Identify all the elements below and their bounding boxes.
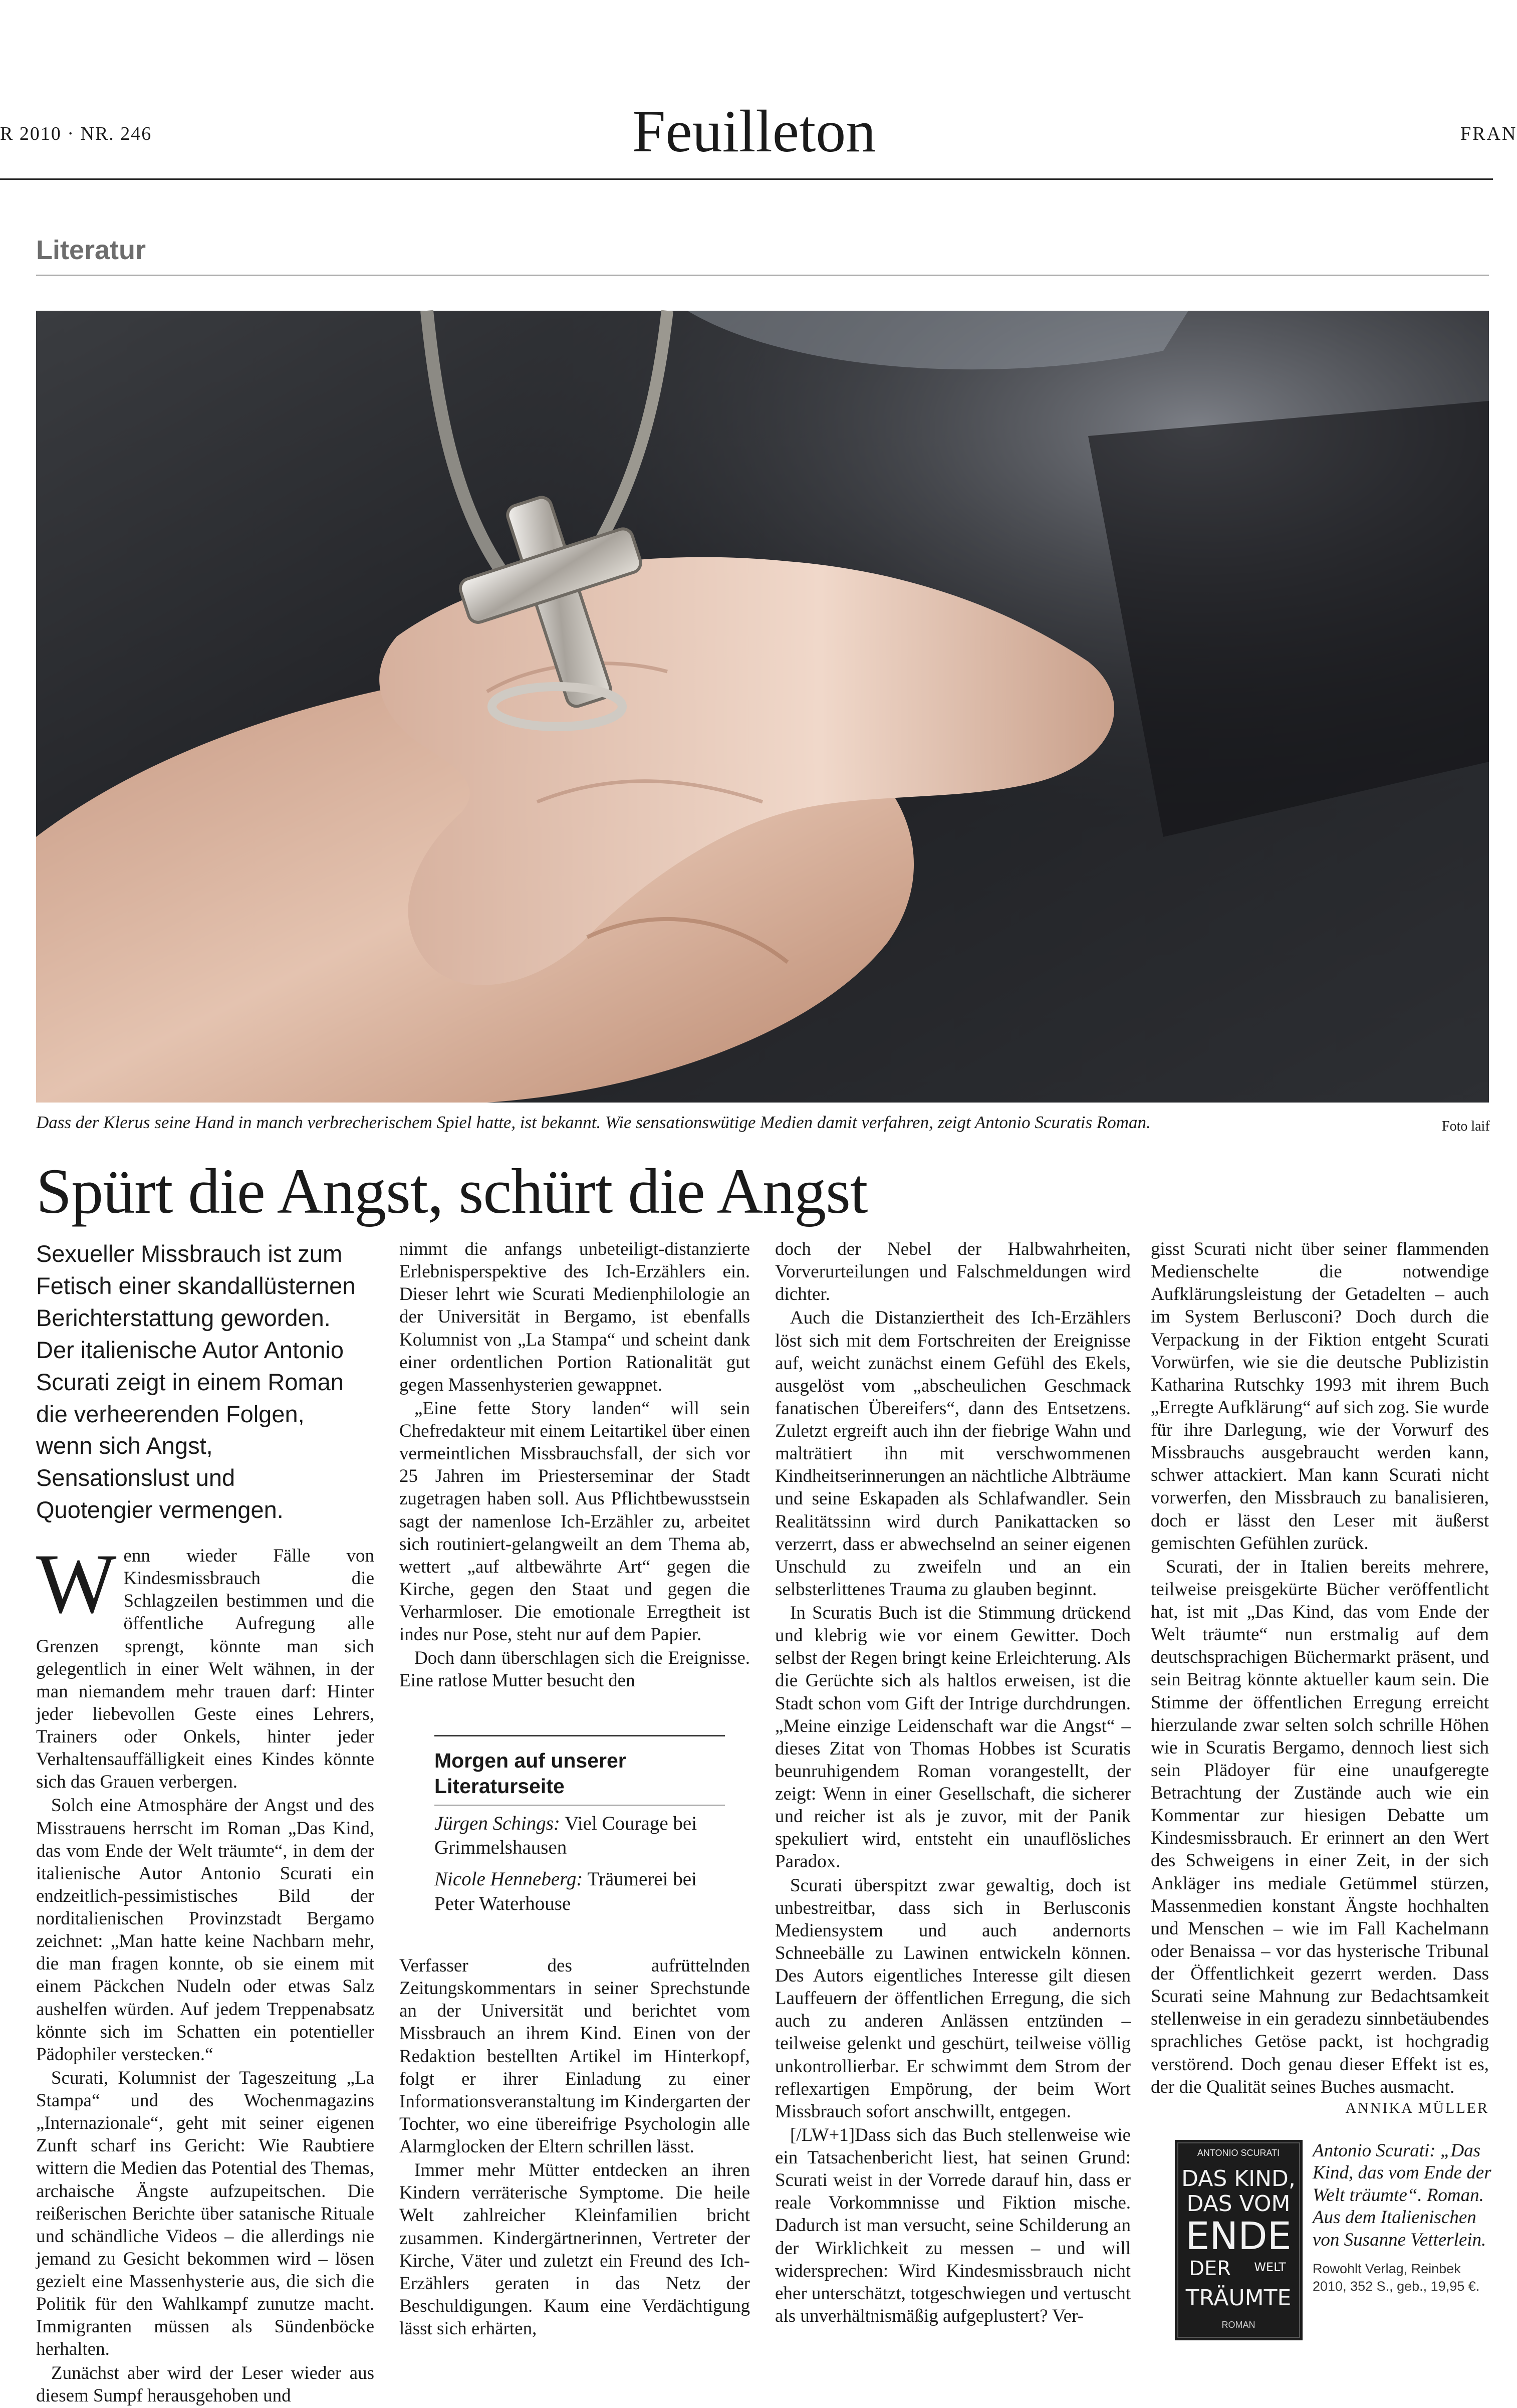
paragraph: Verfasser des aufrüttelnden Zeitungskommentars in seiner Sprechstunde an der Universität und berichtet vom Missbrauch an ihrem Kind. Einen von der Redaktion bestellten Artikel im Hinterkopf, folgt er ihrer Einladung zu einer Informationsveranstaltung im Kindergarten der Tochter, wo eine übereifrige Psychologin alle Alarmglocken der Eltern schrillen lässt. — [399, 1955, 750, 2157]
paragraph: Scurati, Kolumnist der Tageszeitung „La Stampa“ und des Wochenmagazins „Internazionale“, geht mit seiner eigenen Zunft scharf ins Gericht: Wie Raubtiere wittern die Medien das Potential des Themas, archaische Ängste aufzupeitschen. Die reißerischen Berichte über satanische Rituale und schändliche Videos – die allerdings nie jemand zu Gesicht bekommen wird – lösen gezielt eine Massenhysterie aus, die sich die Politik für den Wahlkampf zunutze macht. Immigranten müssen als Sündenböcke herhalten. — [36, 2067, 374, 2360]
article-column-1 — [36, 1537, 374, 2408]
book-title: Antonio Scurati: „Das Kind, das vom Ende der Welt träumte“. Roman. Aus dem Italienischen von Susanne Vetterlein. — [1313, 2140, 1491, 2250]
paragraph: Scurati, der in Italien bereits mehrere, teilweise preisgekürte Bücher veröffentlicht hat, ist mit „Das Kind, das vom Ende der Welt träumte“ nun erstmalig auf dem deutschsprachigen Büchermarkt präsent, und sein Beitrag könnte aktueller kaum sein. Die Stimme der öffentlichen Erregung erreicht hierzulande zwar selten solch schrille Höhen wie in Scuratis Bergamo, dennoch liest sich sein Plädoyer für eine unaufgeregte Betrachtung der Zustände auch wie ein Kommentar zur hiesigen Debatte um Kindesmissbrauch. Er erinnert an den Wert des Schweigens in einer Zeit, in der sich Ankläger ins mediale Getümmel stürzen, Massenmedien konstant Ängste hochhalten und Menschen – wie im Fall Kachelmann oder Benaissa – vor das hysterische Tribunal der Öffentlichkeit gezerrt werden. Dass Scurati seine Mahnung zur Bedachtsamkeit stellenweise in ein geradezu sinnbetäubendes sprachliches Getöse packt, ist hochgradig verstörend. Doch genau dieser Effekt ist es, der die Qualität seines Buches ausmacht. — [1151, 1556, 1489, 2097]
article-column-2-continued — [399, 1954, 750, 2341]
preview-author: Jürgen Schings: — [434, 1812, 560, 1834]
masthead-rule — [0, 178, 1493, 180]
book-cover-line: DAS VOM — [1186, 2191, 1291, 2217]
book-cover-genre: ROMAN — [1221, 2320, 1255, 2330]
article-author: ANNIKA MÜLLER — [1345, 2099, 1489, 2116]
paragraph: Immer mehr Mütter entdecken an ihren Kindern verräterische Symptome. Die heile Welt zahlreicher Kleinfamilien bricht zusammen. Kindergärtnerinnen, Vertreter der Kirche, Väter und zuletzt ein Freund des Ich-Erzählers geraten in das Netz der Beschuldigungen. Kaum eine Verdächtigung lässt sich erhärten, — [399, 2160, 750, 2339]
preview-author: Nicole Henneberg: — [434, 1868, 583, 1890]
preview-item — [434, 1867, 725, 1916]
paragraph: Solch eine Atmosphäre der Angst und des Misstrauens herrscht im Roman „Das Kind, das vom Ende der Welt träumte“, in dem der italienische Autor Antonio Scurati ein endzeitlich-pessimistisches Bild der norditalienischen Provinzstadt Bergamo zeichnet: „Man hatte keine Nachbarn mehr, die man fragen konnte, ob sie einem mit einem Päckchen Nudeln oder etwas Salz aushelfen würden. Auf jedem Treppenabsatz könnte sich im Schatten ein potentieller Pädophiler verstecken.“ — [36, 1795, 374, 2065]
article-headline: Spürt die Angst, schürt die Angst — [36, 1156, 868, 1227]
article-lede: Sexueller Missbrauch ist zum Fetisch einer skandallüsternen Berichterstattung geworden. Der italienische Autor Antonio Scurati zeigt in einem Roman die verheerenden Folgen, wenn sich Angst, Sensationslust und Quotengier vermengen. — [36, 1240, 356, 1523]
paragraph: Doch dann überschlagen sich die Ereignisse. Eine ratlose Mutter besucht den — [399, 1648, 750, 1691]
article-column-4 — [1151, 1238, 1489, 2117]
preview-divider — [434, 1805, 725, 1806]
preview-topic: Viel Courage bei Grimmelshausen — [434, 1812, 697, 1859]
preview-topic: Träumerei bei Peter Waterhouse — [434, 1868, 697, 1914]
photo-credit: Foto laif — [1442, 1119, 1490, 1134]
preview-item — [434, 1812, 725, 1861]
masthead-issue: R 2010 · NR. 246 — [0, 123, 152, 144]
literature-preview-box — [434, 1740, 725, 1923]
article-column-2 — [399, 1238, 750, 1693]
preview-title: Morgen auf unserer Literaturseite — [434, 1749, 626, 1798]
photo-caption: Dass der Klerus seine Hand in manch verbrecherischem Spiel hatte, ist bekannt. Wie sensationswütige Medien damit verfahren, zeigt Antonio Scuratis Roman. — [36, 1113, 1151, 1132]
book-cover-line: WELT — [1254, 2260, 1286, 2274]
paragraph-text: enn wieder Fälle von Kindesmissbrauch die Schlagzeilen bestimmen und die öffentliche Aufregung alle Grenzen sprengt, könnte man sich gelegentlich in einer Welt wähnen, in der man niemandem mehr trauen darf: Hinter jeder liebevollen Geste eines Lehrers, Trainers oder Onkels, hinter jeder Verhaltensauffälligkeit eines Kindes könnte sich das Grauen verbergen. — [36, 1546, 374, 1793]
book-info — [1313, 2140, 1493, 2295]
hands-with-cross-ring-photo — [36, 311, 1489, 1103]
masthead-paper-name: FRAN — [1460, 123, 1517, 144]
book-cover-line: DAS KIND, — [1181, 2166, 1296, 2192]
book-cover-author: ANTONIO SCURATI — [1197, 2148, 1280, 2158]
paragraph: gisst Scurati nicht über seiner flammenden Medienschelte die notwendige Aufklärungsleistung der Getadelten – auch im System Berlusconi? Doch durch die Verpackung in der Fiktion entgeht Scurati Vorwürfen, wie sie die deutsche Publizistin Katharina Rutschky 1993 mit ihrem Buch „Erregte Aufklärung“ auf sich zog. Sie wurde für ihre Darlegung, wie der Vorwurf des Missbrauchs ausgebraucht werden kann, schwer attackiert. Man kann Scurati nicht vorwerfen, den Missbrauch zu banalisieren, doch er lässt den Leser mit äußerst gemischten Gefühlen zurück. — [1151, 1239, 1489, 1554]
paragraph: Auch die Distanziertheit des Ich-Erzählers löst sich mit dem Fortschreiten der Ereignisse auf, weicht zunächst einem Gefühl des Ekels, ausgelöst vom „abscheulichen Geschmack fanatischen Übereifers“, dann des Entsetzens. Zuletzt ergreift auch ihn der fiebrige Wahn und malträtiert ihn mit verschwommenen Kindheitserinnerungen an nächtliche Albträume und seine Eskapaden als Schlafwandler. Sein Realitätssinn wird durch Panikattacken so verzerrt, dass er abwechselnd an seiner eigenen Unschuld zu zweifeln und an ein selbsterlittenes Trauma zu glauben beginnt. — [775, 1307, 1131, 1600]
book-cover-line: DER — [1189, 2257, 1231, 2280]
paragraph: „Eine fette Story landen“ will sein Chefredakteur mit einem Leitartikel über einen vermeintlichen Missbrauchsfall, der sich vor 25 Jahren im Priesterseminar der Stadt zugetragen haben soll. Aus Pflichtbewusstsein sagt der namenlose Ich-Erzähler zu, arbeitet sich routiniert-gelangweilt an dem Thema ab, wettert „auf altbewährte Art“ gegen die Kirche, gegen den Staat und gegen die Verharmloser. Die emotionale Erregtheit ist indes nur Pose, steht nur auf dem Papier. — [399, 1398, 750, 1645]
book-cover-line: ENDE — [1185, 2214, 1292, 2258]
paragraph — [36, 1537, 374, 1793]
article-column-3 — [775, 1238, 1131, 2328]
paragraph: Zunächst aber wird der Leser wieder aus diesem Sumpf herausgehoben und — [36, 2362, 374, 2406]
drop-cap: W — [36, 1537, 117, 1631]
section-label: Literatur — [36, 235, 146, 265]
preview-box-rule — [434, 1735, 725, 1736]
paragraph: doch der Nebel der Halbwahrheiten, Vorverurteilungen und Falschmeldungen wird dichter. — [775, 1239, 1131, 1305]
section-rule — [36, 275, 1489, 276]
paragraph: nimmt die anfangs unbeteiligt-distanzierte Erlebnisperspektive des Ich-Erzählers ein. Dieser lehrt wie Scurati Medienphilologie an der Universität in Bergamo, ist ebenfalls Kolumnist von „La Stampa“ und scheint dank einer ordentlichen Portion Rationalität gut gegen Massenhysterien gewappnet. — [399, 1239, 750, 1395]
book-cover-line: TRÄUMTE — [1185, 2285, 1292, 2311]
book-publisher: Rowohlt Verlag, Reinbek 2010, 352 S., geb., 19,95 €. — [1313, 2261, 1480, 2294]
paragraph: In Scuratis Buch ist die Stimmung drückend und klebrig wie vor einem Gewitter. Doch selbst der Regen bringt keine Erleichterung. Als die Gerüchte sich als haltlos erweisen, ist die Stadt schon vom Gift der Intrige durchdrungen. „Meine einzige Leidenschaft war die Angst“ – dieses Zitat von Thomas Hobbes ist Scuratis beunruhigendem Roman vorangestellt, der zeigt: Wenn in einer Gesellschaft, die sicherer und reicher ist als je zuvor, mit der Panik spekuliert wird, entsteht ein unauflösliches Paradox. — [775, 1603, 1131, 1872]
book-cover-image — [1175, 2140, 1303, 2340]
paragraph: [/LW+1]Dass sich das Buch stellenweise wie ein Tatsachenbericht liest, hat seinen Grund: Scurati weist in der Vorrede darauf hin, dass er reale Vorkommnisse und Fiktion mische. Dadurch ist man versucht, seine Schilderung an der Wirklichkeit zu messen – und will widersprechen: Wird Kindesmissbrauch nicht eher unterschätzt, totgeschwiegen und vertuscht als unverhältnismäßig aufgeplustert? Ver- — [775, 2124, 1131, 2326]
masthead-title: Feuilleton — [632, 98, 876, 164]
paragraph: Scurati überspitzt zwar gewaltig, doch ist unbestreitbar, dass sich in Berlusconis Mediensystem und auch andernorts Schneebälle zu Lawinen entwickeln können. Des Autors eigentliches Interesse gilt diesen Lauffeuern der öffentlichen Erregung, die sich auch zu anderen Anlässen entzünden – teilweise gelenkt und geschürt, teilweise völlig unkontrollierbar. Er schwimmt dem Strom der reflexartigen Empörung, der beim Wort Missbrauch sofort anschwillt, entgegen. — [775, 1875, 1131, 2122]
